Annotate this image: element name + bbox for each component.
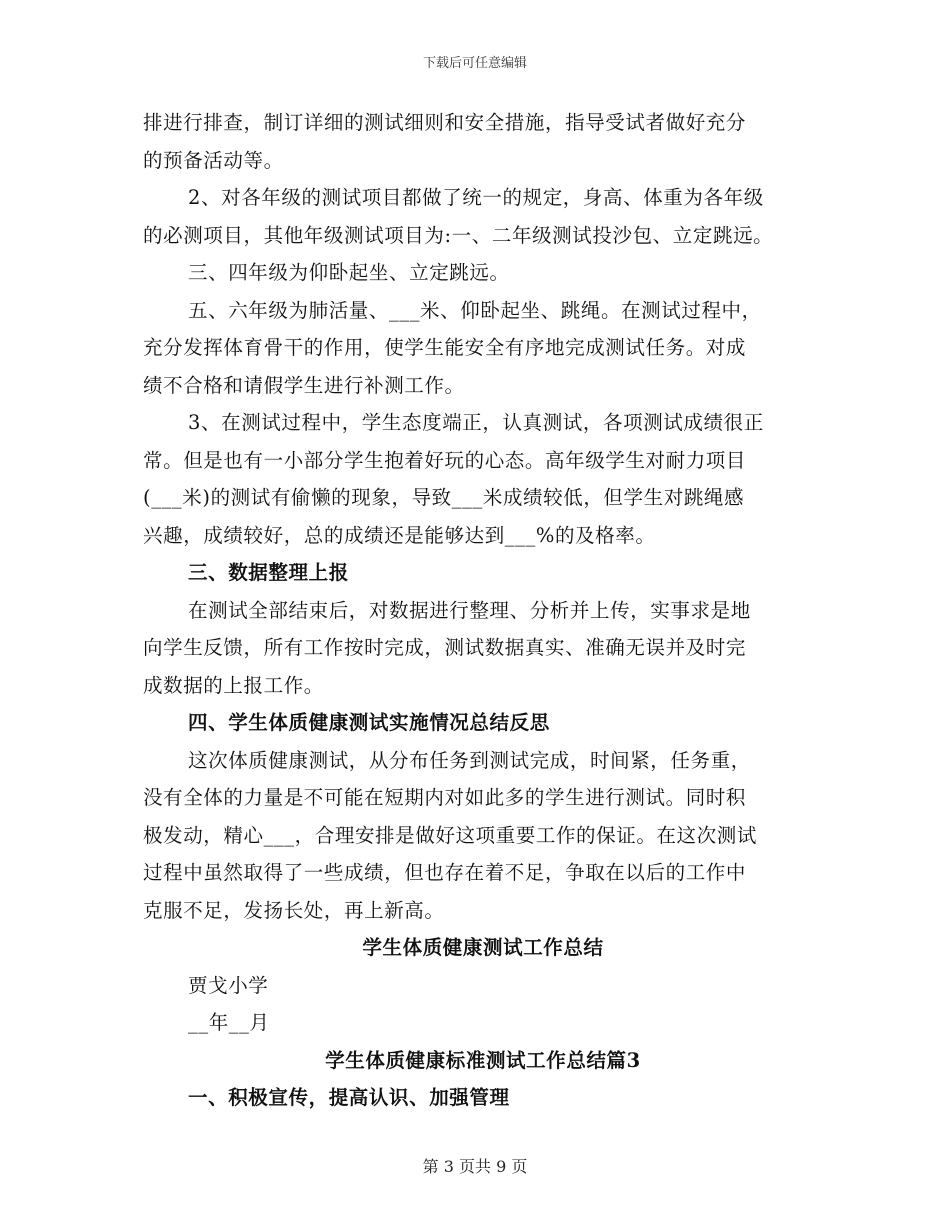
text-line: __年__月 bbox=[188, 1011, 270, 1034]
text-line: 三、四年级为仰卧起坐、立定跳远。 bbox=[188, 261, 510, 284]
text-line: 克服不足，发扬长处，再上新高。 bbox=[143, 898, 445, 922]
section-title: 学生体质健康标准测试工作总结篇3 bbox=[325, 1048, 641, 1072]
document-body bbox=[143, 104, 823, 1117]
text-line: 的预备活动等。 bbox=[143, 148, 284, 172]
text-line: 没有全体的力量是不可能在短期内对如此多的学生进行测试。同时积 bbox=[143, 786, 747, 809]
text-line: 这次体质健康测试，从分布任务到测试完成，时间紧，任务重， bbox=[188, 748, 751, 772]
section-heading: 一、积极宣传，提高认识、加强管理 bbox=[188, 1086, 510, 1109]
section-heading: 三、数据整理上报 bbox=[188, 561, 349, 584]
text-line: 向学生反馈，所有工作按时完成，测试数据真实、准确无误并及时完 bbox=[143, 636, 747, 659]
section-heading: 四、学生体质健康测试实施情况总结反思 bbox=[188, 711, 550, 734]
text-line: 成数据的上报工作。 bbox=[143, 673, 324, 697]
section-title: 学生体质健康测试工作总结 bbox=[362, 936, 604, 959]
page-footer: 第 3 页共 9 页 bbox=[422, 1157, 528, 1176]
text-line: 五、六年级为肺活量、___米、仰卧起坐、跳绳。在测试过程中， bbox=[188, 298, 762, 322]
text-line: 过程中虽然取得了一些成绩，但也存在着不足，争取在以后的工作中 bbox=[143, 861, 747, 884]
page-header: 下载后可任意编辑 bbox=[422, 56, 527, 71]
text-line: 在测试全部结束后，对数据进行整理、分析并上传，实事求是地 bbox=[188, 598, 751, 622]
text-line: 极发动，精心___，合理安排是做好这项重要工作的保证。在这次测试 bbox=[143, 823, 757, 847]
text-line: 兴趣，成绩较好，总的成绩还是能够达到___%的及格率。 bbox=[143, 523, 656, 547]
text-line: 2、对各年级的测试项目都做了统一的规定，身高、体重为各年级 bbox=[188, 186, 764, 209]
text-line: 绩不合格和请假学生进行补测工作。 bbox=[143, 373, 465, 397]
text-line: 的必测项目，其他年级测试项目为:一、二年级测试投沙包、立定跳远。 bbox=[143, 223, 774, 247]
text-line: 3、在测试过程中，学生态度端正，认真测试，各项测试成绩很正 bbox=[188, 411, 764, 434]
text-line: 贾戈小学 bbox=[188, 973, 269, 997]
text-line: 充分发挥体育骨干的作用，使学生能安全有序地完成测试任务。对成 bbox=[143, 336, 747, 359]
text-line: 常。但是也有一小部分学生抱着好玩的心态。高年级学生对耐力项目 bbox=[143, 448, 747, 472]
text-line: (___米)的测试有偷懒的现象，导致___米成绩较低，但学生对跳绳感 bbox=[143, 486, 745, 509]
text-line: 排进行排查，制订详细的测试细则和安全措施，指导受试者做好充分 bbox=[143, 111, 747, 134]
